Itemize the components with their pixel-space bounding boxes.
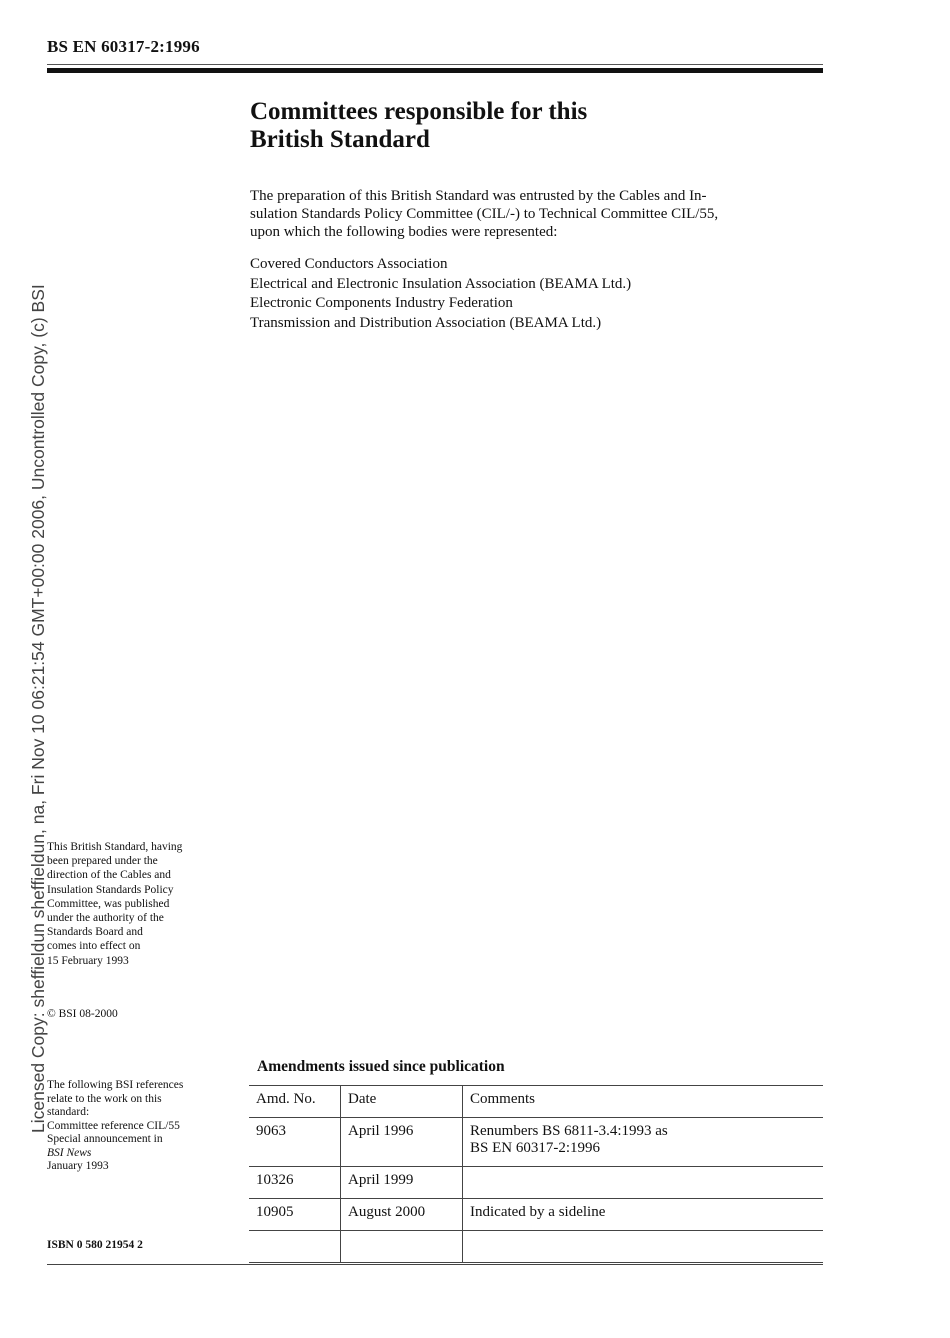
note-line: comes into effect on: [47, 940, 141, 953]
note-line: This British Standard, having: [47, 841, 183, 853]
comment-line: Renumbers BS 6811-3.4:1993 as: [470, 1123, 668, 1139]
date-cell: April 1996: [341, 1118, 463, 1167]
date-cell: April 1999: [341, 1167, 463, 1199]
license-watermark: Licensed Copy: sheffieldun sheffieldun, na, Fri Nov 10 06:21:54 GMT+00:00 2006, Uncontrolled Copy, (c) BSI: [28, 284, 48, 1133]
list-item: Transmission and Distribution Association (BEAMA Ltd.): [250, 314, 602, 331]
footer-rule-inner: [249, 1262, 823, 1263]
comment-line: BS EN 60317-2:1996: [470, 1140, 601, 1156]
intro-paragraph: [250, 187, 820, 241]
bsi-news-title: BSI News: [47, 1146, 92, 1159]
note-line: Insulation Standards Policy: [47, 883, 174, 896]
empty-cell: [463, 1231, 824, 1263]
footer-rule-outer: [47, 1264, 823, 1265]
publication-note: [47, 840, 237, 968]
header-thick-rule: [47, 68, 823, 73]
list-item: Electrical and Electronic Insulation Association (BEAMA Ltd.): [250, 275, 632, 292]
refs-date: January 1993: [47, 1160, 109, 1172]
date-cell: August 2000: [341, 1199, 463, 1231]
amd-no-cell: 10326: [249, 1167, 341, 1199]
empty-cell: [249, 1231, 341, 1263]
note-line: Standards Board and: [47, 926, 143, 939]
column-header-amd-no: Amd. No.: [249, 1086, 341, 1118]
intro-line-3: upon which the following bodies were represented:: [250, 224, 558, 240]
table-row-empty: [249, 1231, 823, 1263]
intro-line-1: The preparation of this British Standard was entrusted by the Cables and In-: [250, 188, 707, 204]
document-id: BS EN 60317-2:1996: [47, 37, 200, 56]
amd-no-cell: 10905: [249, 1199, 341, 1231]
note-line: direction of the Cables and: [47, 869, 171, 882]
intro-line-2: sulation Standards Policy Committee (CIL/-) to Technical Committee CIL/55,: [250, 206, 719, 222]
refs-line: relate to the work on this: [47, 1092, 162, 1105]
represented-bodies-list: [250, 255, 631, 333]
copyright-notice: © BSI 08-2000: [47, 1008, 118, 1020]
table-row: [249, 1199, 823, 1231]
comments-cell: [463, 1167, 824, 1199]
refs-line: standard:: [47, 1106, 90, 1118]
isbn: ISBN 0 580 21954 2: [47, 1239, 143, 1251]
table-header-row: [249, 1086, 823, 1118]
comments-cell: Indicated by a sideline: [463, 1199, 824, 1231]
note-line: Committee, was published: [47, 897, 170, 910]
list-item: Electronic Components Industry Federation: [250, 295, 513, 311]
refs-line: The following BSI references: [47, 1079, 184, 1091]
list-item: Covered Conductors Association: [250, 256, 448, 272]
refs-line: Special announcement in: [47, 1133, 163, 1145]
note-line: under the authority of the: [47, 912, 164, 925]
amendments-heading: Amendments issued since publication: [257, 1058, 505, 1075]
title-line-1: Committees responsible for this: [250, 98, 588, 125]
header-thin-rule: [47, 64, 823, 65]
bsi-references: [47, 1079, 232, 1174]
committee-reference: Committee reference CIL/55: [47, 1119, 180, 1132]
title-line-2: British Standard: [250, 126, 430, 153]
table-row: [249, 1167, 823, 1199]
table-row: [249, 1118, 823, 1167]
page-title: [250, 98, 770, 154]
amendments-table: [249, 1085, 823, 1263]
amd-no-cell: 9063: [249, 1118, 341, 1167]
note-line: 15 February 1993: [47, 954, 129, 967]
comments-cell: [463, 1118, 824, 1167]
column-header-comments: Comments: [463, 1086, 824, 1118]
empty-cell: [341, 1231, 463, 1263]
column-header-date: Date: [341, 1086, 463, 1118]
note-line: been prepared under the: [47, 855, 158, 868]
